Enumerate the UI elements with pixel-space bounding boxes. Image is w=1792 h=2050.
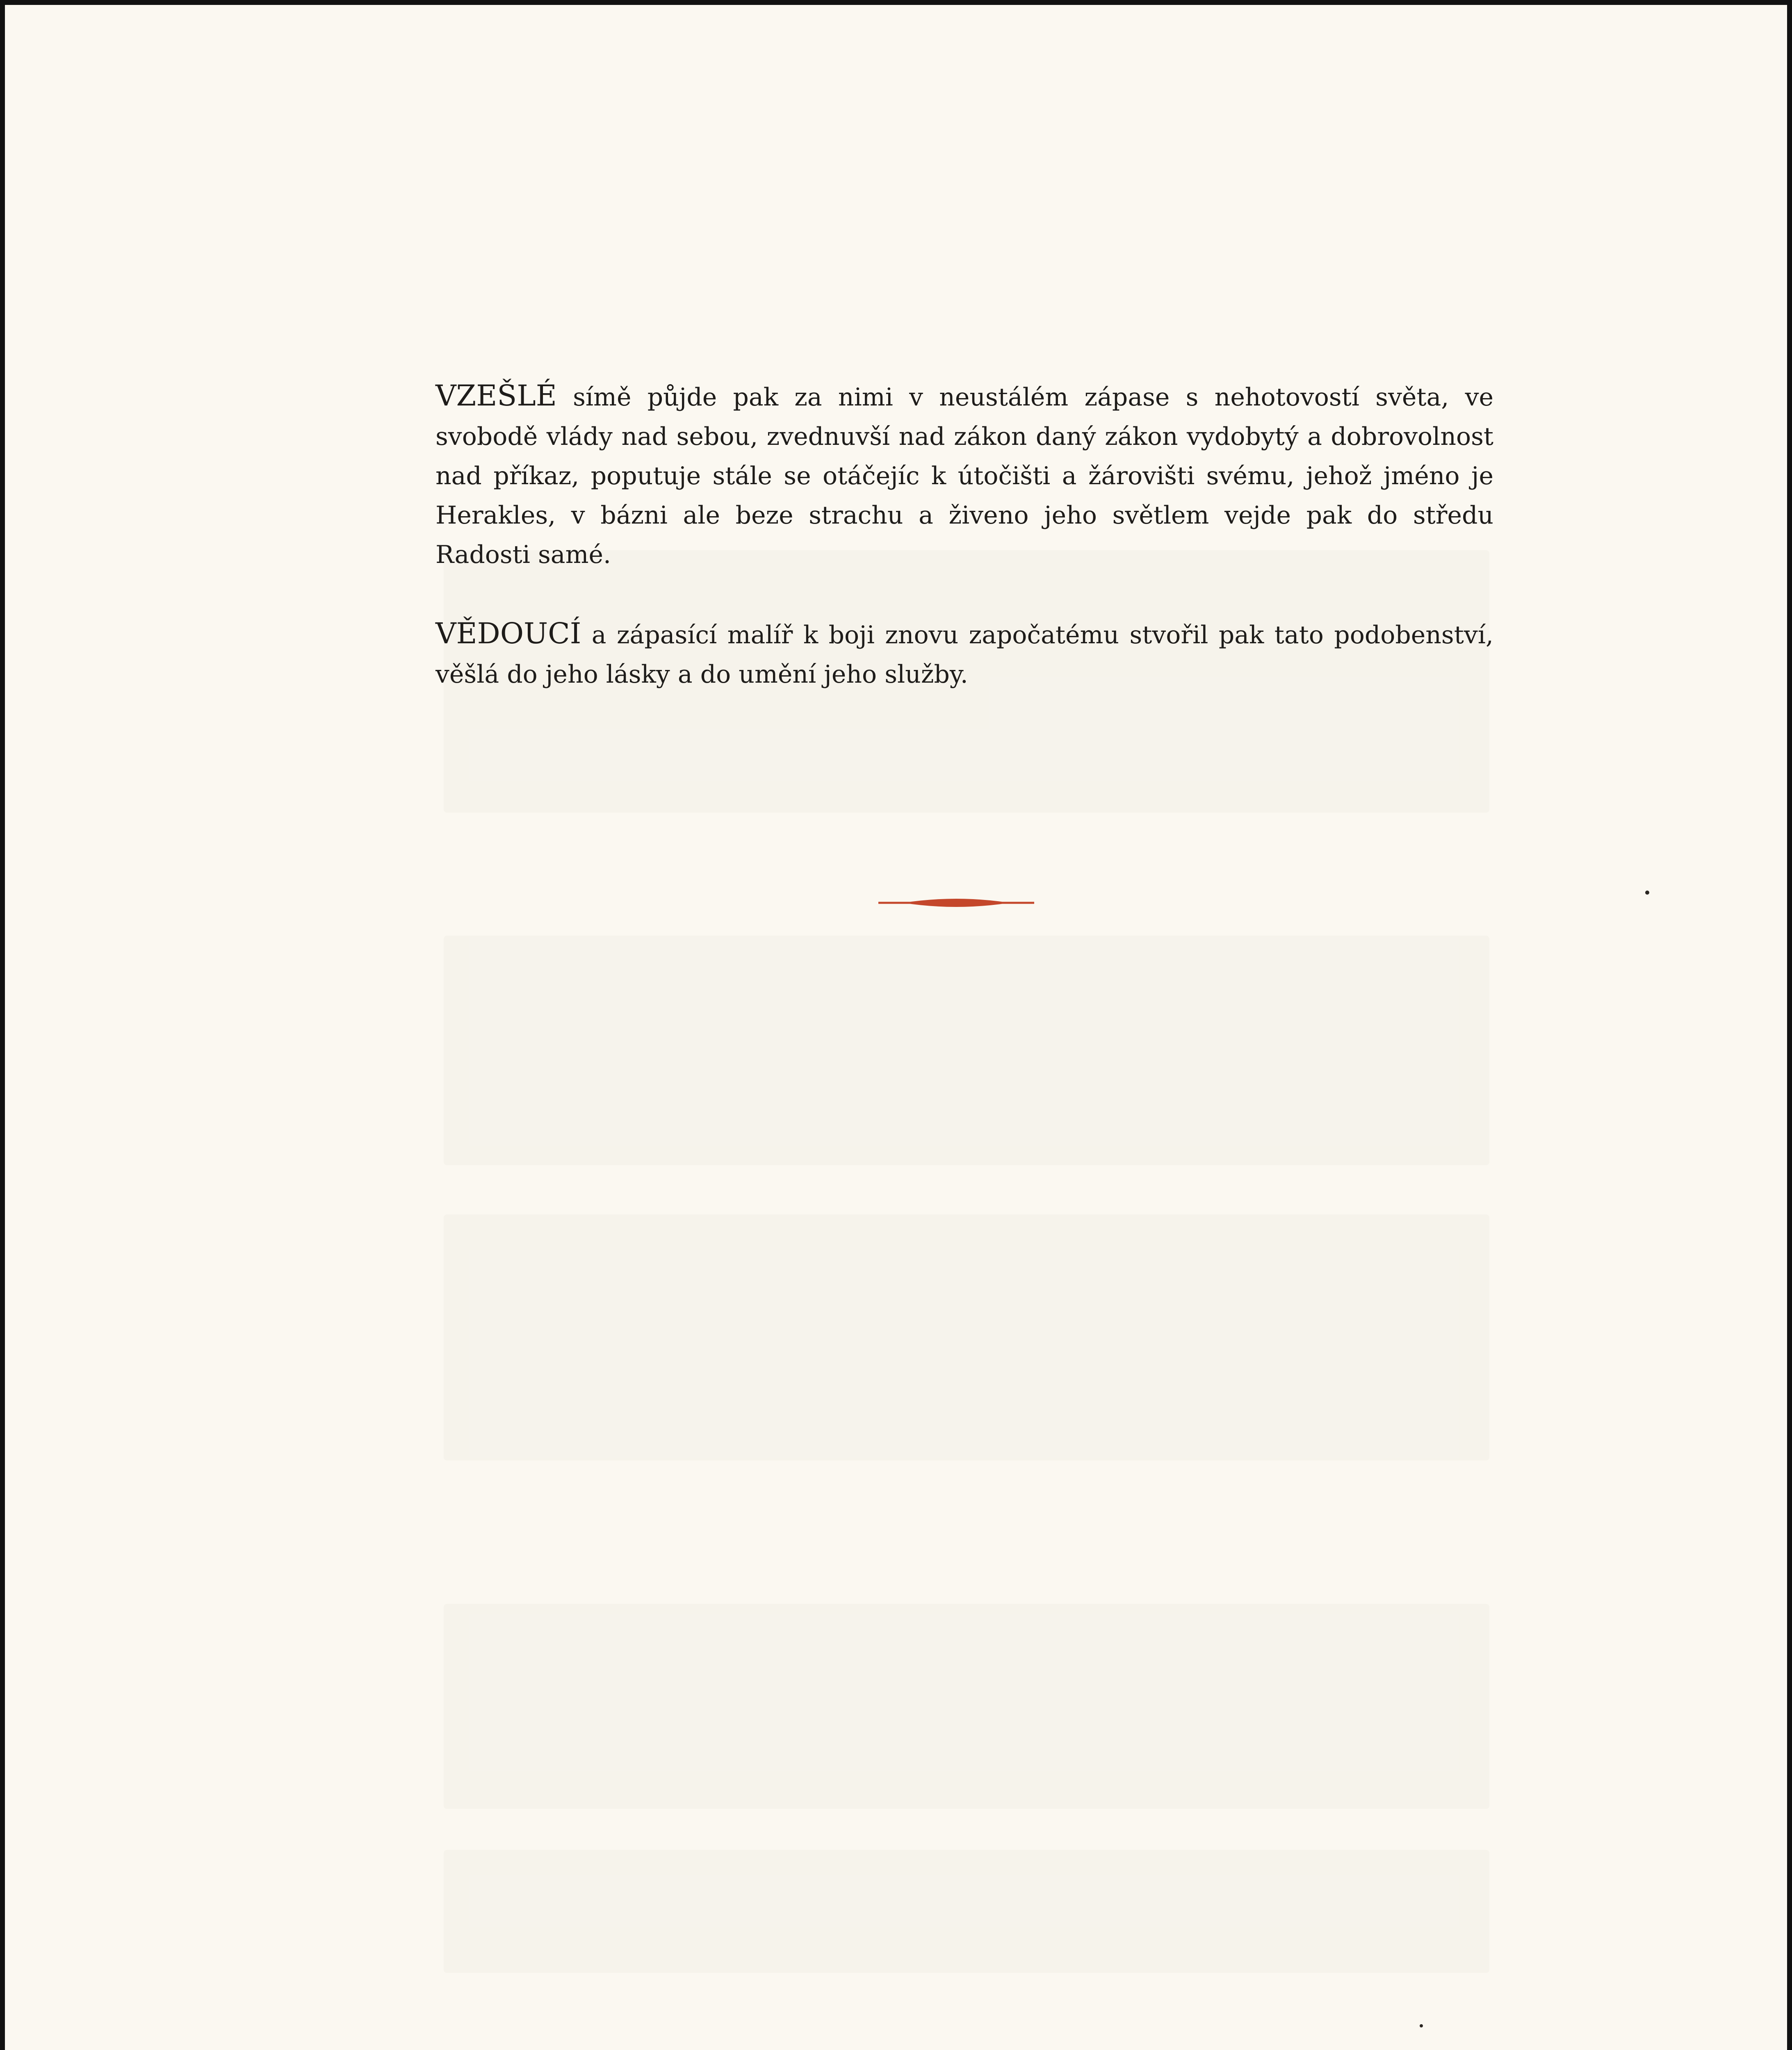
paragraph-2-lead: VĚDOUCÍ bbox=[435, 617, 581, 650]
paper-speck bbox=[1645, 891, 1649, 895]
body-text bbox=[435, 376, 1493, 694]
show-through bbox=[444, 1850, 1489, 1973]
paragraph-1-lead: VZEŠLÉ bbox=[435, 379, 557, 412]
paragraph-1-text: símě půjde pak za nimi v neustálém zápase s nehotovostí světa, ve svobodě vlády nad sebou, zvednuvší nad zákon daný zákon vydobytý a dobrovolnost nad příkaz, poputuje stále se otáčejíc k útočišti a žárovišti svému, jehož jméno je Herakles, v bázni ale beze strachu a živeno jeho světlem vejde pak do středu Radosti samé. bbox=[435, 383, 1493, 569]
show-through bbox=[444, 1604, 1489, 1809]
paragraph-1 bbox=[435, 376, 1493, 574]
paper-sheet bbox=[5, 5, 1787, 2050]
paper-speck bbox=[1420, 2024, 1423, 2027]
diamond-rule-ornament-icon bbox=[878, 893, 1034, 913]
paragraph-2-text: a zápasící malíř k boji znovu započatému stvořil pak tato podobenství, věšlá do jeho lásky a do umění jeho služby. bbox=[435, 621, 1493, 689]
show-through bbox=[444, 1214, 1489, 1460]
show-through bbox=[444, 936, 1489, 1165]
paragraph-2 bbox=[435, 614, 1493, 694]
